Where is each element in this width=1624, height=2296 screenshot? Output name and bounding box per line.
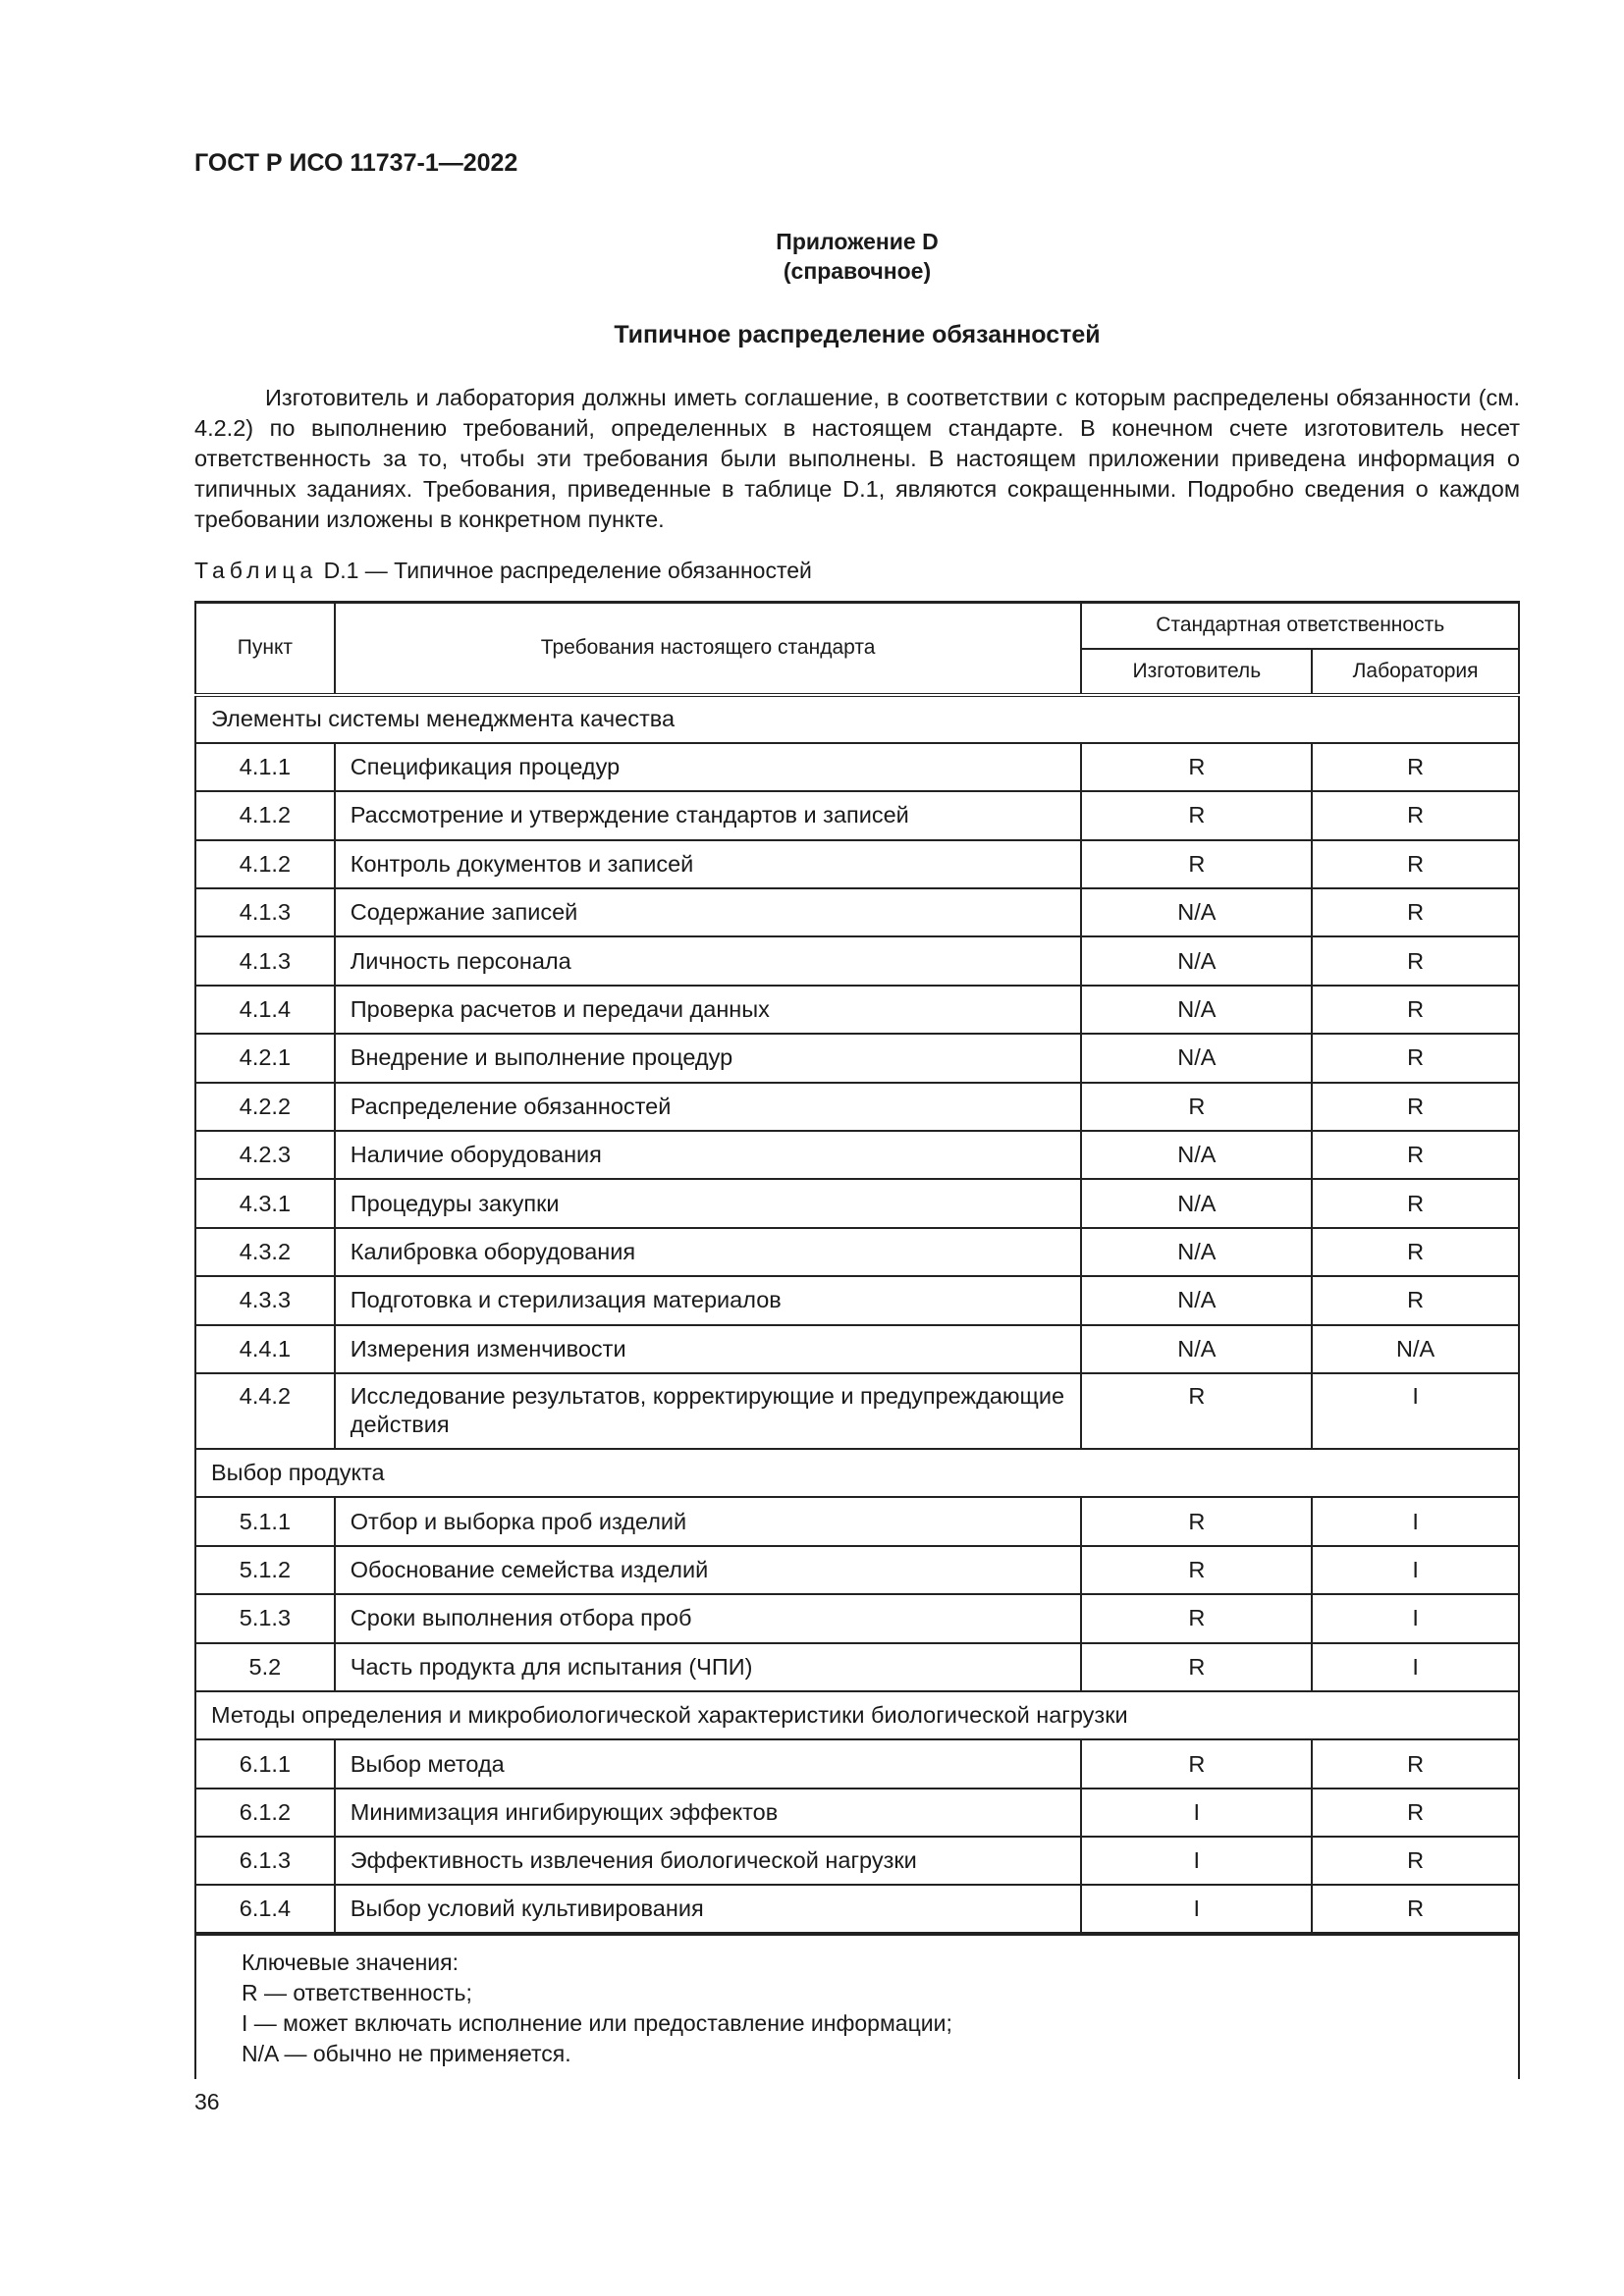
item-cell: 4.1.3 xyxy=(195,888,335,936)
manufacturer-cell: I xyxy=(1081,1837,1312,1885)
manufacturer-cell: N/A xyxy=(1081,888,1312,936)
requirement-cell: Наличие оборудования xyxy=(335,1131,1082,1179)
table-row xyxy=(195,1373,1519,1449)
section-title: Выбор продукта xyxy=(195,1449,1519,1497)
requirement-cell: Эффективность извлечения биологической нагрузки xyxy=(335,1837,1082,1885)
table-row xyxy=(195,936,1519,985)
legend-line: I — может включать исполнение или предоставление информации; xyxy=(242,2009,952,2036)
laboratory-cell: R xyxy=(1312,888,1519,936)
table-row xyxy=(195,1546,1519,1594)
section-row xyxy=(195,1449,1519,1497)
requirement-cell: Сроки выполнения отбора проб xyxy=(335,1594,1082,1642)
laboratory-cell: I xyxy=(1312,1497,1519,1545)
laboratory-cell: R xyxy=(1312,791,1519,839)
item-cell: 6.1.1 xyxy=(195,1739,335,1788)
table-row xyxy=(195,1179,1519,1227)
item-cell: 5.1.3 xyxy=(195,1594,335,1642)
laboratory-cell: R xyxy=(1312,936,1519,985)
manufacturer-cell: R xyxy=(1081,1643,1312,1691)
manufacturer-cell: I xyxy=(1081,1789,1312,1837)
header-requirements: Требования настоящего стандарта xyxy=(335,603,1082,695)
item-cell: 6.1.4 xyxy=(195,1885,335,1933)
item-cell: 4.3.3 xyxy=(195,1276,335,1324)
requirement-cell: Контроль документов и записей xyxy=(335,840,1082,888)
item-cell: 4.4.2 xyxy=(195,1373,335,1449)
table-row xyxy=(195,1083,1519,1131)
item-cell: 4.1.2 xyxy=(195,791,335,839)
legend-line: Ключевые значения: xyxy=(242,1949,459,1975)
requirement-cell: Отбор и выборка проб изделий xyxy=(335,1497,1082,1545)
item-cell: 4.1.3 xyxy=(195,936,335,985)
caption-text: D.1 — Типичное распределение обязанностей xyxy=(323,558,812,583)
manufacturer-cell: R xyxy=(1081,840,1312,888)
requirement-cell: Подготовка и стерилизация материалов xyxy=(335,1276,1082,1324)
manufacturer-cell: R xyxy=(1081,1739,1312,1788)
manufacturer-cell: N/A xyxy=(1081,1131,1312,1179)
manufacturer-cell: R xyxy=(1081,743,1312,791)
table-row xyxy=(195,1643,1519,1691)
manufacturer-cell: R xyxy=(1081,1373,1312,1449)
header-responsibility: Стандартная ответственность xyxy=(1081,603,1519,649)
item-cell: 4.3.2 xyxy=(195,1228,335,1276)
laboratory-cell: R xyxy=(1312,986,1519,1034)
requirement-cell: Выбор метода xyxy=(335,1739,1082,1788)
laboratory-cell: I xyxy=(1312,1594,1519,1642)
page-number: 36 xyxy=(194,2089,220,2114)
table-row xyxy=(195,1034,1519,1082)
requirement-cell: Обоснование семейства изделий xyxy=(335,1546,1082,1594)
requirement-cell: Измерения изменчивости xyxy=(335,1325,1082,1373)
laboratory-cell: I xyxy=(1312,1373,1519,1449)
requirement-cell: Личность персонала xyxy=(335,936,1082,985)
item-cell: 4.1.1 xyxy=(195,743,335,791)
header-item: Пункт xyxy=(195,603,335,695)
laboratory-cell: R xyxy=(1312,840,1519,888)
table-row xyxy=(195,1594,1519,1642)
manufacturer-cell: R xyxy=(1081,1594,1312,1642)
item-cell: 4.1.4 xyxy=(195,986,335,1034)
item-cell: 4.3.1 xyxy=(195,1179,335,1227)
requirement-cell: Минимизация ингибирующих эффектов xyxy=(335,1789,1082,1837)
table-row xyxy=(195,1497,1519,1545)
manufacturer-cell: N/A xyxy=(1081,1034,1312,1082)
table-row xyxy=(195,1789,1519,1837)
table-row xyxy=(195,791,1519,839)
table-row xyxy=(195,840,1519,888)
item-cell: 6.1.3 xyxy=(195,1837,335,1885)
laboratory-cell: I xyxy=(1312,1643,1519,1691)
header-laboratory: Лаборатория xyxy=(1312,649,1519,695)
legend-row xyxy=(195,1934,1519,2079)
laboratory-cell: R xyxy=(1312,1276,1519,1324)
item-cell: 4.2.2 xyxy=(195,1083,335,1131)
item-cell: 5.2 xyxy=(195,1643,335,1691)
table-row xyxy=(195,1228,1519,1276)
manufacturer-cell: N/A xyxy=(1081,986,1312,1034)
caption-prefix: Таблица xyxy=(194,558,318,583)
table-row xyxy=(195,1885,1519,1933)
laboratory-cell: R xyxy=(1312,1131,1519,1179)
annex-title: Типичное распределение обязанностей xyxy=(614,321,1101,348)
item-cell: 5.1.2 xyxy=(195,1546,335,1594)
responsibility-table xyxy=(194,601,1520,2079)
table-row xyxy=(195,986,1519,1034)
laboratory-cell: N/A xyxy=(1312,1325,1519,1373)
requirement-cell: Спецификация процедур xyxy=(335,743,1082,791)
laboratory-cell: R xyxy=(1312,1228,1519,1276)
requirement-cell: Процедуры закупки xyxy=(335,1179,1082,1227)
section-title: Методы определения и микробиологической характеристики биологической нагрузки xyxy=(195,1691,1519,1739)
table-row xyxy=(195,1276,1519,1324)
manufacturer-cell: N/A xyxy=(1081,1179,1312,1227)
laboratory-cell: R xyxy=(1312,1739,1519,1788)
requirement-cell: Калибровка оборудования xyxy=(335,1228,1082,1276)
item-cell: 6.1.2 xyxy=(195,1789,335,1837)
laboratory-cell: R xyxy=(1312,1789,1519,1837)
requirement-cell: Часть продукта для испытания (ЧПИ) xyxy=(335,1643,1082,1691)
annex-label: Приложение D xyxy=(776,229,939,254)
laboratory-cell: I xyxy=(1312,1546,1519,1594)
table-row xyxy=(195,1739,1519,1788)
section-row xyxy=(195,1691,1519,1739)
requirement-cell: Проверка расчетов и передачи данных xyxy=(335,986,1082,1034)
manufacturer-cell: N/A xyxy=(1081,1228,1312,1276)
item-cell: 4.1.2 xyxy=(195,840,335,888)
laboratory-cell: R xyxy=(1312,1083,1519,1131)
requirement-cell: Выбор условий культивирования xyxy=(335,1885,1082,1933)
laboratory-cell: R xyxy=(1312,1837,1519,1885)
manufacturer-cell: R xyxy=(1081,1083,1312,1131)
table-row xyxy=(195,743,1519,791)
manufacturer-cell: R xyxy=(1081,1497,1312,1545)
legend-line: R — ответственность; xyxy=(242,1979,472,2005)
document-code: ГОСТ Р ИСО 11737-1—2022 xyxy=(194,149,518,177)
requirement-cell: Внедрение и выполнение процедур xyxy=(335,1034,1082,1082)
annex-type: (справочное) xyxy=(783,258,932,284)
requirement-cell: Рассмотрение и утверждение стандартов и записей xyxy=(335,791,1082,839)
item-cell: 4.4.1 xyxy=(195,1325,335,1373)
requirement-cell: Содержание записей xyxy=(335,888,1082,936)
table-row xyxy=(195,1131,1519,1179)
laboratory-cell: R xyxy=(1312,1034,1519,1082)
item-cell: 4.2.1 xyxy=(195,1034,335,1082)
manufacturer-cell: R xyxy=(1081,791,1312,839)
laboratory-cell: R xyxy=(1312,1179,1519,1227)
table-row xyxy=(195,888,1519,936)
header-manufacturer: Изготовитель xyxy=(1081,649,1312,695)
item-cell: 5.1.1 xyxy=(195,1497,335,1545)
table-row xyxy=(195,1837,1519,1885)
laboratory-cell: R xyxy=(1312,743,1519,791)
table-caption xyxy=(194,558,812,584)
legend xyxy=(195,1934,1519,2079)
manufacturer-cell: N/A xyxy=(1081,1276,1312,1324)
laboratory-cell: R xyxy=(1312,1885,1519,1933)
section-title: Элементы системы менеджмента качества xyxy=(195,695,1519,743)
intro-paragraph: Изготовитель и лаборатория должны иметь соглашение, в соответствии с которым распределены обязанности (см. 4.2.2) по выполнению требований, определенных в настоящем стандарте. В конечном счете изготовитель несет ответственность за то, чтобы эти требования были выполнены. В настоящем приложении приведена информация о типичных заданиях. Требования, приведенные в таблице D.1, являются сокращенными. Подробно сведения о каждом требовании изложены в конкретном пункте. xyxy=(194,385,1520,532)
legend-line: N/A — обычно не применяется. xyxy=(242,2040,571,2066)
table-row xyxy=(195,1325,1519,1373)
requirement-cell: Исследование результатов, корректирующие и предупреждающие действия xyxy=(335,1373,1082,1449)
manufacturer-cell: N/A xyxy=(1081,936,1312,985)
manufacturer-cell: I xyxy=(1081,1885,1312,1933)
section-row xyxy=(195,695,1519,743)
item-cell: 4.2.3 xyxy=(195,1131,335,1179)
manufacturer-cell: N/A xyxy=(1081,1325,1312,1373)
requirement-cell: Распределение обязанностей xyxy=(335,1083,1082,1131)
manufacturer-cell: R xyxy=(1081,1546,1312,1594)
